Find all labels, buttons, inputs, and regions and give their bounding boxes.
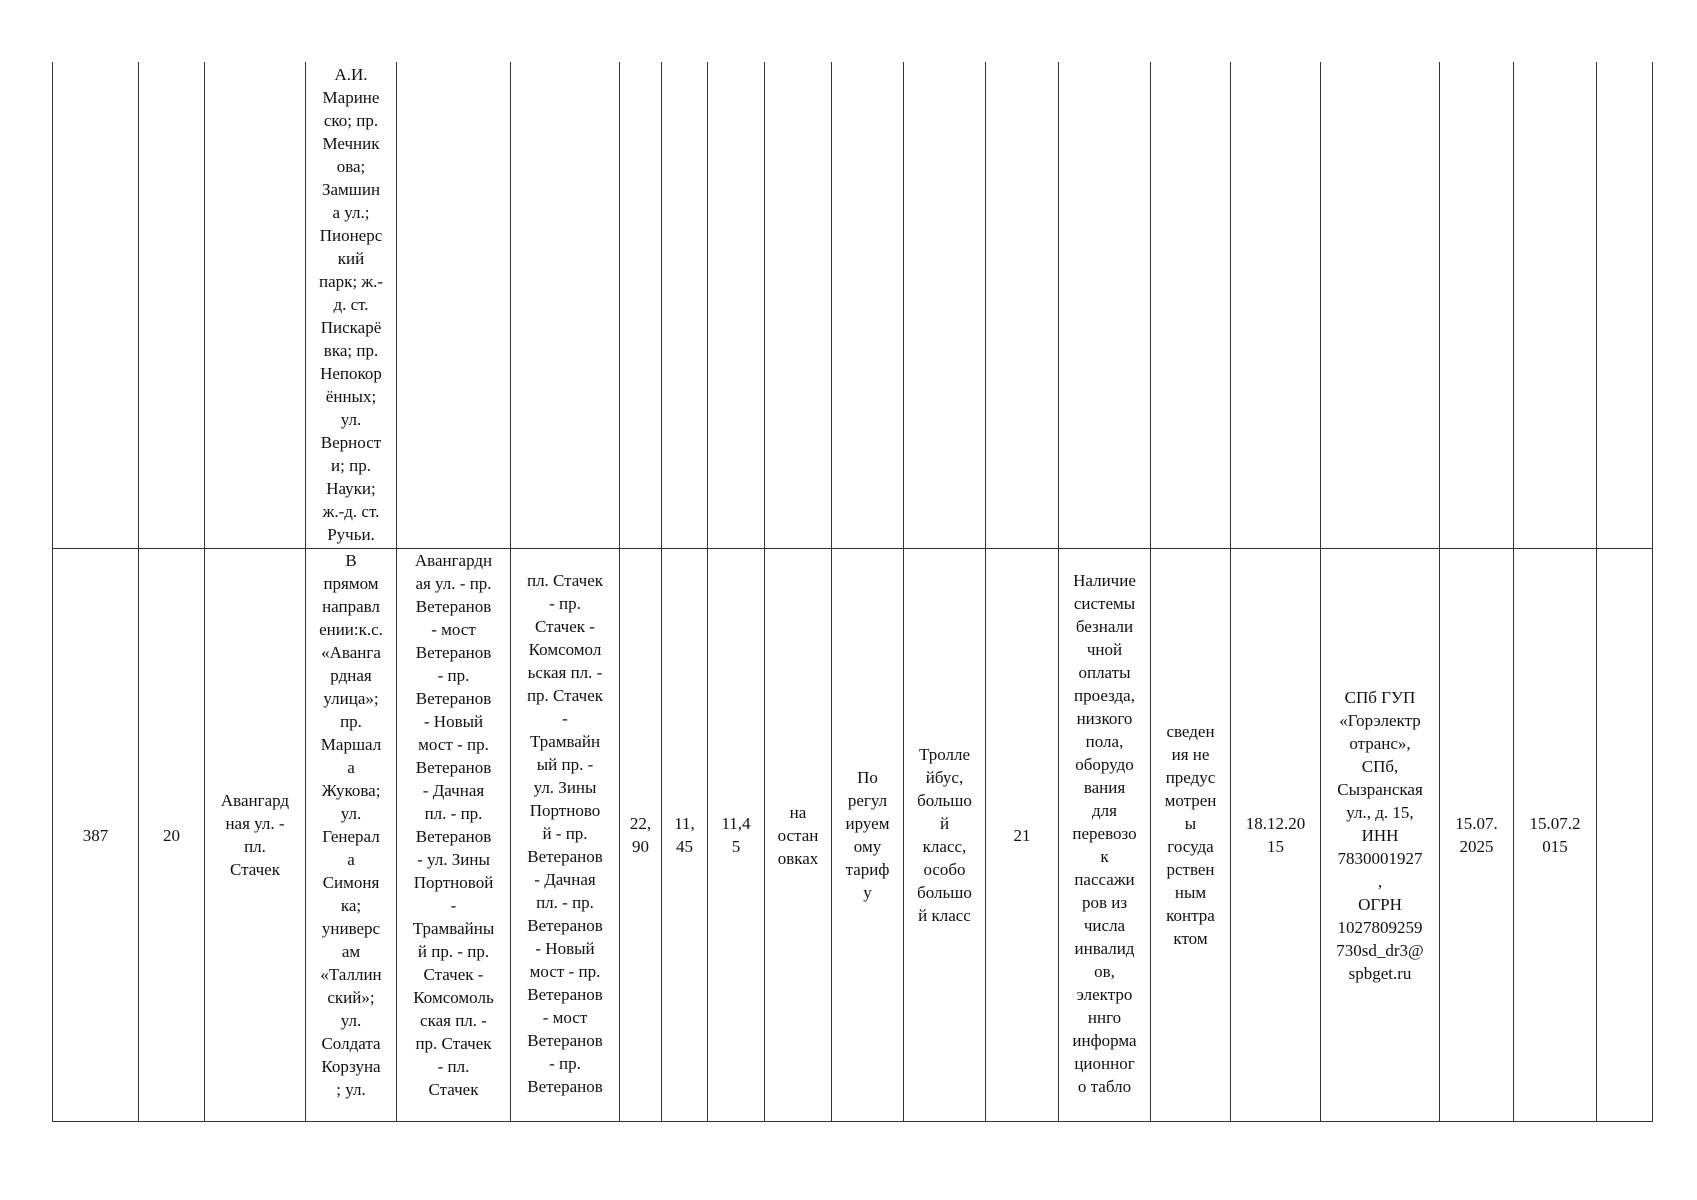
reg-number-cell: 387 bbox=[53, 549, 139, 1122]
route-number-cell bbox=[139, 62, 205, 549]
length-avg-cell: 11,4 5 bbox=[708, 549, 765, 1122]
boarding-cell: на остан овках bbox=[765, 549, 832, 1122]
vehicle-count-cell bbox=[986, 62, 1059, 549]
reg-number-cell bbox=[53, 62, 139, 549]
characteristics-cell: Наличие системы безнали чной оплаты проезда, низкого пола, оборудо вания для перевозо к пассажи ров из числа инвалид ов, электро ннго информа ционног о табло bbox=[1059, 549, 1151, 1122]
contract-cell bbox=[1151, 62, 1231, 549]
date-b-cell: 15.07.2 015 bbox=[1514, 549, 1597, 1122]
streets-forward-cell bbox=[397, 62, 511, 549]
date-a-cell: 15.07. 2025 bbox=[1440, 549, 1514, 1122]
streets-backward-cell bbox=[511, 62, 620, 549]
length-forward-cell: 22, 90 bbox=[620, 549, 662, 1122]
date-b-cell bbox=[1514, 62, 1597, 549]
vehicle-cell: Тролле йбус, большо й класс, особо большо й класс bbox=[904, 549, 986, 1122]
vehicle-cell bbox=[904, 62, 986, 549]
route-number-cell: 20 bbox=[139, 549, 205, 1122]
streets-forward-cell: Авангардн ая ул. - пр. Ветеранов - мост Ветеранов - пр. Ветеранов - Новый мост - пр. Ветеранов - Дачная пл. - пр. Ветеранов - ул. Зины Портновой - Трамвайны й пр. - пр. Стачек - Комсомоль ская пл. - пр. Стачек - пл. Стачек bbox=[397, 549, 511, 1122]
route-name-cell bbox=[205, 62, 306, 549]
route-name-cell: Авангард ная ул. - пл. Стачек bbox=[205, 549, 306, 1122]
tariff-cell bbox=[832, 62, 904, 549]
contract-cell: сведен ия не предус мотрен ы госуда рствен ным контра ктом bbox=[1151, 549, 1231, 1122]
length-avg-cell bbox=[708, 62, 765, 549]
start-date-cell: 18.12.20 15 bbox=[1231, 549, 1321, 1122]
characteristics-cell bbox=[1059, 62, 1151, 549]
table-row bbox=[53, 62, 1653, 549]
length-forward-cell bbox=[620, 62, 662, 549]
extra-cell bbox=[1597, 62, 1653, 549]
vehicle-count-cell: 21 bbox=[986, 549, 1059, 1122]
extra-cell bbox=[1597, 549, 1653, 1122]
stops-cell: В прямом направл ении:к.с. «Аванга рдная улица»; пр. Маршал а Жукова; ул. Генерал а Симоня ка; универс ам «Таллин ский»; ул. Солдата Корзуна ; ул. bbox=[306, 549, 397, 1122]
boarding-cell bbox=[765, 62, 832, 549]
carrier-cell bbox=[1321, 62, 1440, 549]
length-backward-cell: 11, 45 bbox=[662, 549, 708, 1122]
length-backward-cell bbox=[662, 62, 708, 549]
table-row bbox=[53, 549, 1653, 1122]
tariff-cell: По регул ируем ому тариф у bbox=[832, 549, 904, 1122]
date-a-cell bbox=[1440, 62, 1514, 549]
streets-backward-cell: пл. Стачек - пр. Стачек - Комсомол ьская пл. - пр. Стачек - Трамвайн ый пр. - ул. Зины Портново й - пр. Ветеранов - Дачная пл. - пр. Ветеранов - Новый мост - пр. Ветеранов - мост Ветеранов - пр. Ветеранов bbox=[511, 549, 620, 1122]
routes-registry-table bbox=[52, 62, 1653, 1122]
carrier-cell: СПб ГУП «Горэлектр отранс», СПб, Сызранская ул., д. 15, ИНН 7830001927 , ОГРН 1027809259 730sd_dr3@ spbget.ru bbox=[1321, 549, 1440, 1122]
stops-cell: А.И. Марине ско; пр. Мечник ова; Замшин а ул.; Пионерс кий парк; ж.- д. ст. Пискарё вка; пр. Непокор ённых; ул. Верност и; пр. Науки; ж.-д. ст. Ручьи. bbox=[306, 62, 397, 549]
start-date-cell bbox=[1231, 62, 1321, 549]
